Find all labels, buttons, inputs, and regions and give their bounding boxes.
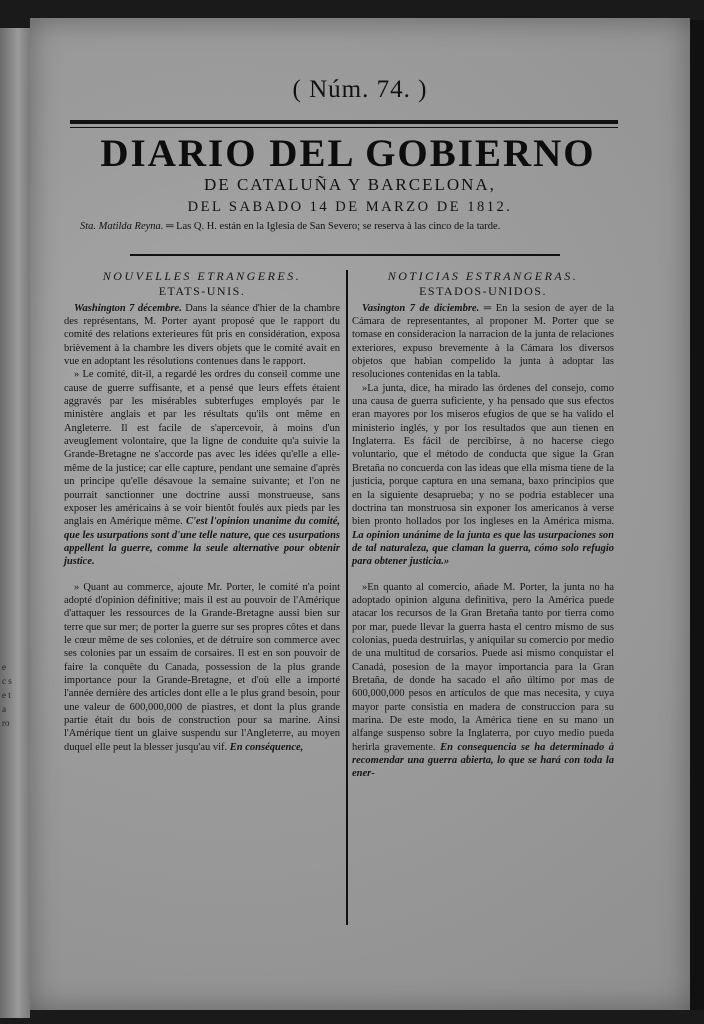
section-rule (130, 254, 560, 256)
french-paragraph-1 (64, 302, 340, 369)
spanish-p2-text: »La junta, dice, ha mirado las órdenes del consejo, como una causa de guerra suficiente, y ha pensado que sus efectos eran mayores por los miseros efugios de que se ha valido el ministerio inglés, y por los resultados que aun tienen en Inglaterra. Es fácil de percibirse, à no hacerse ciego voluntario, que el método de conducta que sigue la Gran Bretaña no concuerda con las ideas que ella misma tiene de la justicia, porque captura en una semana, baxo principios que en la siguiente desaprueba; y no se podria establecer una doctrina tan monstruosa sin exponer los americanos à verse bien pronto hollados por los ingleses en la América misma. (352, 382, 614, 528)
masthead-title: DIARIO DEL GOBIERNO (100, 132, 596, 175)
top-rule-thin (70, 127, 618, 128)
spanish-section-heading: NOTICIAS ESTRANGERAS. (387, 269, 579, 283)
spanish-paragraph-1: Vasington 7 de diciembre. ═ En la sesion de ayer de la Cámara de representantes, al proponer M. Porter que se tomase en consideracion la narracion de la junta de relaciones exteriores, expuso brevemente à la Cámara los diversos objetos que habian compelido la junta à adoptar las resoluciones contenidas en la tabla. (352, 302, 614, 381)
spanish-dateline: Vasington 7 de diciembre. (362, 302, 480, 314)
spanish-p3-text: »En quanto al comercio, añade M. Porter, la junta no ha adoptado opinion alguna definitiva, pero la América puede atacar los recursos de la Gran Bretaña tanto por tierra como por mar, puede llevar la guerra hasta el centro mismo de sus colonias, pueda destruirlas, y aniquilar su comercio por medio de una multitud de corsarios. Puede asi mismo conquistar el Canadá, posesion de la mayor importancia para la Gran Bretaña, de donde ha sacado el año último por mas de 600,000,000 pesos en artículos de que mas necesita, y cuya mayor parte consistia en madera de construccion para su marina. De este modo, la América tiene en su mano un alfange suspenso sobre la Inglaterra, por cuyo medio pueda herirla gravemente. (352, 581, 614, 753)
column-divider (346, 270, 348, 925)
spanish-paragraph-2 (352, 382, 614, 569)
issue-number: ( Núm. 74. ) (292, 76, 428, 103)
saint-name: Sta. Matilda Reyna. (80, 221, 164, 232)
spanish-country-heading: ESTADOS-UNIDOS. (419, 284, 547, 299)
french-section-heading: NOUVELLES ETRANGERES. (102, 269, 302, 283)
saint-of-day: Sta. Matilda Reyna. ═ Las Q. H. están en la Iglesia de San Severo; se reserva à las cinco de la tarde. (80, 221, 501, 232)
spanish-p1-text: En la sesion de ayer de la Cámara de representantes, al proponer M. Porter que se tomase en consideracion la narracion de la junta de relaciones exteriores, expuso brevemente à la Cámara los diversos objetos que habian compelido la junta à adoptar las resoluciones contenidas en la tabla. (352, 302, 614, 381)
spanish-paragraph-3 (352, 581, 614, 781)
issue-date: DEL SABADO 14 DE MARZO DE 1812. (187, 199, 513, 215)
french-paragraph-2 (64, 368, 340, 568)
french-paragraph-3 (64, 581, 340, 754)
french-dateline: Washington 7 décembre. (74, 302, 182, 314)
right-page-edge (688, 20, 704, 1010)
left-margin-marks: e c s e t a ro (2, 662, 12, 728)
masthead-subtitle: DE CATALUÑA Y BARCELONA, (204, 175, 496, 194)
spanish-p3-italic: En consequencia se ha determinado à recomendar una guerra abierta, lo que se hará con toda la ener- (352, 741, 615, 780)
french-column (64, 270, 340, 754)
spanish-column (352, 270, 614, 781)
newspaper-page (30, 18, 690, 1010)
french-p3-italic: En conséquence, (229, 741, 304, 753)
top-rule (70, 120, 618, 124)
spanish-p2-italic: La opinion unánime de la junta es que las usurpaciones son de tal naturaleza, que claman la guerra, cómo solo refugio para obtener justicia.» (352, 529, 614, 568)
left-page-edge (0, 28, 30, 1018)
french-p3-text: » Quant au commerce, ajoute Mr. Porter, le comité n'a point adopté d'opinion définitive; mais il est au pouvoir de l'Amérique d'attaquer les ressources de la Grande-Bretagne aussi bien sur terre que sur mer; de porter la guerre sur ses propres côtes et dans le cœur même de ses colonies, et de détruire son commerce avec ses colonies par un essaim de corsaires. Il est en son pouvoir de faire la conquête du Canada, possession de la plus grande importance pour la Grande-Bretagne, et d'où elle a importé l'année dernière des articles dont elle a le plus grand besoin, pour une valeur de 600,000,000 de piastres, et dont la plus grande partie était du bois de construction pour sa marine. Ainsi l'Amérique tient un glaive suspendu sur l'Angleterre, au moyen duquel elle peut la blesser jusqu'au vif. (64, 581, 340, 753)
french-p1-text: Dans la séance d'hier de la chambre des représentans, M. Porter ayant proposé que le rapport du comité des relations exterieures fût pris en considération, exposa brièvement à la chambre les divers objets que le comité avait en vue en adoptant les résolutions contenues dans le rapport. (64, 302, 341, 368)
french-p2-italic: C'est l'opinion unanime du comité, que les usurpations sont d'une telle nature, que ces usurpations appellent la guerre, comme la seule alternative pour obtenir justice. (64, 516, 341, 568)
saint-notice: Las Q. H. están en la Iglesia de San Severo; se reserva à las cinco de la tarde. (176, 221, 501, 232)
french-p2-text: » Le comité, dit-il, a regardé les ordres du conseil comme une cause de guerre suffisante, et a pensé que leurs effets étaient aggravés par les misérables subterfuges employés par le ministère anglais et par les résultats qu'ils ont même en Angleterre. Il est facile de s'apercevoir, à moins d'un aveuglement volontaire, que la ligne de conduite qu'a suivie la Grande-Bretagne ne s'accorde pas avec les idées qu'elle a elle-même de la justice; car elle capture, pendant une semaine d'après un principe qu'elle désavoue la semaine suivante; et l'on ne pourrait sanctionner une doctrine aussi monstrueuse, sans exposer les américains à se voir bientôt foulés aux pieds par les anglais en Amérique même. (64, 369, 340, 528)
french-country-heading: ETATS-UNIS. (158, 284, 246, 299)
